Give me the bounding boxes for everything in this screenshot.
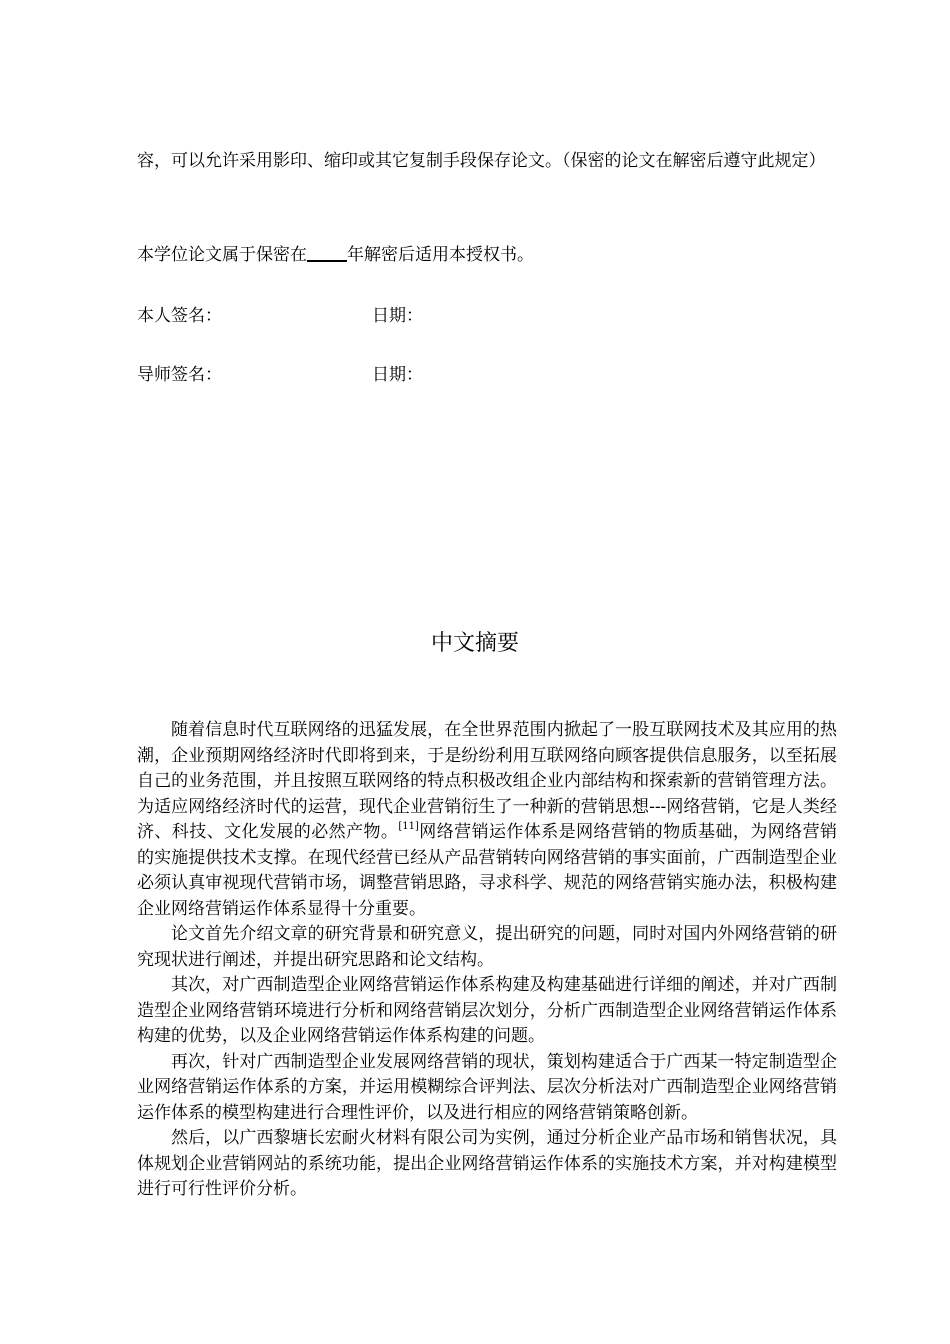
year-blank [307,244,347,262]
confidentiality-text-before: 本学位论文属于保密在 [137,245,307,265]
advisor-signature-label: 导师签名： [137,365,222,385]
confidentiality-statement [137,242,534,268]
abstract-title: 中文摘要 [430,631,519,656]
author-date-label: 日期： [372,306,423,326]
citation-reference: [11] [398,821,419,832]
abstract-paragraph-1 [137,718,837,922]
abstract-paragraph-4: 再次，针对广西制造型企业发展网络营销的现状，策划构建适合于广西某一特定制造型企业网络营销运作体系的方案，并运用模糊综合评判法、层次分析法对广西制造型企业网络营销运作体系的模型构建进行合理性评价，以及进行相应的网络营销策略创新。 [137,1051,837,1123]
abstract-p1-part2: 网络营销运作体系是网络营销的物质基础，为网络营销的实施提供技术支撑。在现代经营已经从产品营销转向网络营销的事实面前，广西制造型企业必须认真审视现代营销市场，调整营销思路，寻求科学、规范的网络营销实施办法，积极构建企业网络营销运作体系显得十分重要。 [137,822,838,919]
abstract-paragraph-2: 论文首先介绍文章的研究背景和研究意义，提出研究的问题，同时对国内外网络营销的研究现状进行阐述，并提出研究思路和论文结构。 [137,924,837,970]
author-signature-label: 本人签名： [137,306,222,326]
authorization-paragraph: 容，可以允许采用影印、缩印或其它复制手段保存论文。（保密的论文在解密后遵守此规定） [137,151,826,171]
abstract-p1-part1: 随着信息时代互联网络的迅猛发展，在全世界范围内掀起了一股互联网技术及其应用的热潮，企业预期网络经济时代即将到来，于是纷纷利用互联网络向顾客提供信息服务，以至拓展自己的业务范围，并且按照互联网络的特点积极改组企业内部结构和探索新的营销管理方法。为适应网络经济时代的运营，现代企业营销衍生了一种新的营销思想---网络营销，它是人类经济、科技、文化发展的必然产物。 [137,720,837,842]
abstract-paragraph-5: 然后，以广西黎塘长宏耐火材料有限公司为实例，通过分析企业产品市场和销售状况，具体规划企业营销网站的系统功能，提出企业网络营销运作体系的实施技术方案，并对构建模型进行可行性评价分析。 [137,1128,837,1199]
abstract-body [137,718,837,1203]
advisor-date-label: 日期： [372,365,423,385]
abstract-paragraph-3: 其次，对广西制造型企业网络营销运作体系构建及构建基础进行详细的阐述，并对广西制造型企业网络营销环境进行分析和网络营销层次划分，分析广西制造型企业网络营销运作体系构建的优势，以及企业网络营销运作体系构建的问题。 [137,975,837,1046]
confidentiality-text-after: 年解密后适用本授权书。 [347,245,534,265]
